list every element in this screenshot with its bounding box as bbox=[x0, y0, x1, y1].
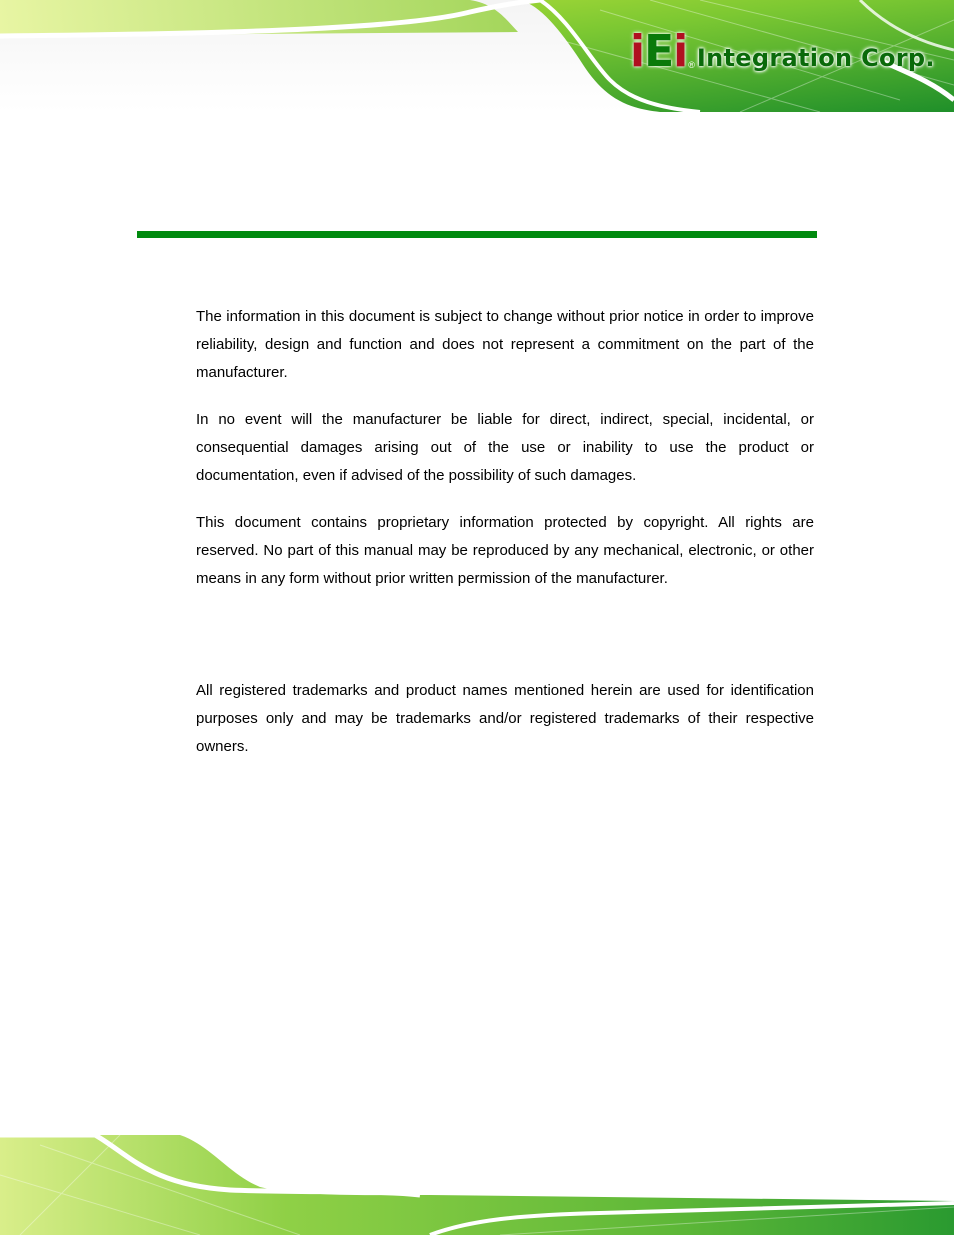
trademark-paragraph: All registered trademarks and product names mentioned herein are used for identification purposes only and may be trademarks and/or registered trademarks of their respective owners. bbox=[196, 682, 814, 755]
logo-text: Integration Corp. bbox=[696, 44, 935, 72]
document-body bbox=[196, 303, 814, 780]
logo-mark: iEi bbox=[630, 26, 688, 77]
footer-circuit-graphic bbox=[0, 1135, 954, 1235]
body-paragraph: The information in this document is subject to change without prior notice in order to improve reliability, design and function and does not represent a commitment on the part of the manufacturer. bbox=[196, 308, 814, 381]
body-paragraph: This document contains proprietary information protected by copyright. All rights are reserved. No part of this manual may be reproduced by any mechanical, electronic, or other means in any form without prior written permission of the manufacturer. bbox=[196, 514, 814, 587]
body-paragraph: In no event will the manufacturer be liable for direct, indirect, special, incidental, or consequential damages arising out of the use or inability to use the product or documentation, even if advised of the possibility of such damages. bbox=[196, 411, 814, 484]
logo-registered-mark: ® bbox=[688, 60, 695, 70]
page-header bbox=[0, 0, 954, 112]
company-logo bbox=[630, 26, 935, 77]
section-spacer bbox=[196, 612, 814, 677]
section-title-rule bbox=[137, 231, 817, 238]
